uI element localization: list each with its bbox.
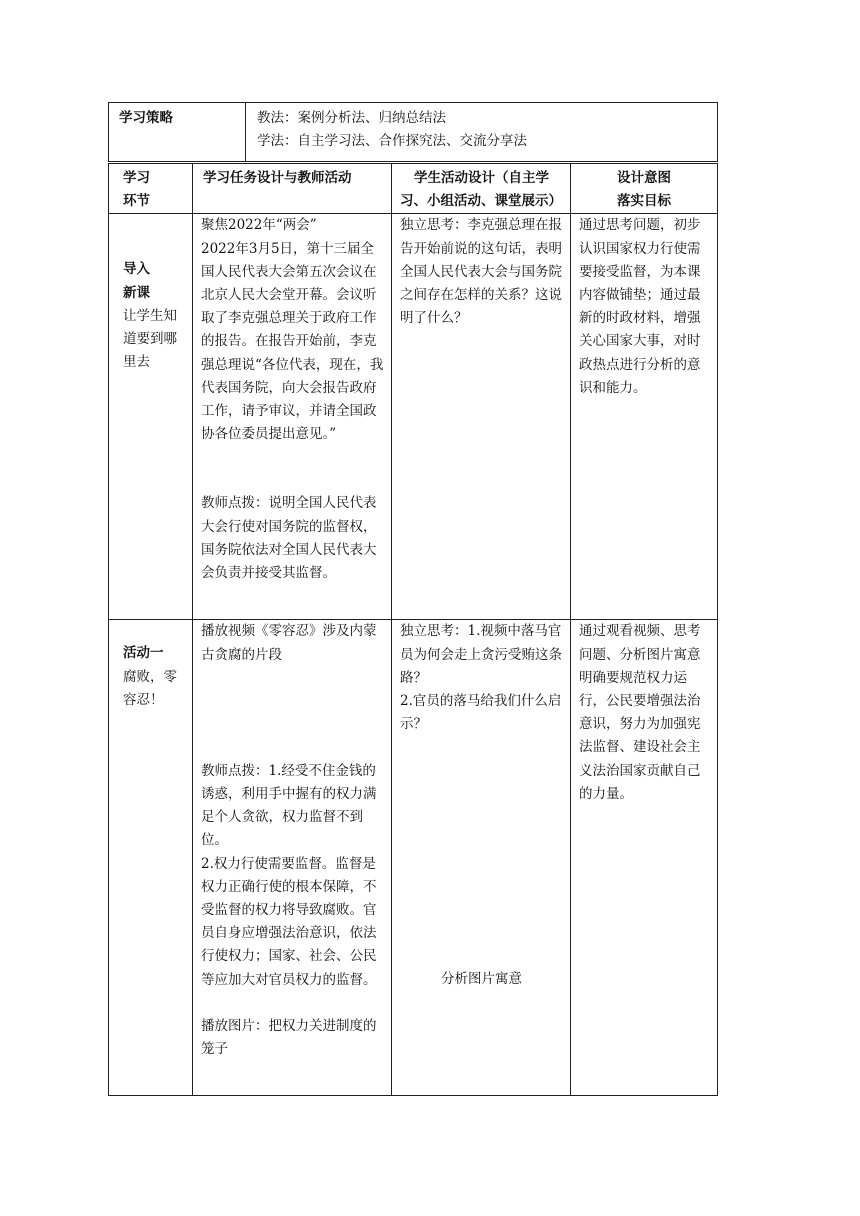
strategy-table [108,102,718,162]
student-intro [392,214,571,620]
header-stage-line1: 学习 [123,170,150,186]
student-activity1 [392,620,571,1096]
header-stage [109,164,193,214]
intent-activity1-text: 通过观看视频、思考问题、分析图片寓意明确要规范权力运行，公民要增强法治意识，努力为加强宪法监督、建设社会主义法治国家贡献自己的力量。 [579,623,701,802]
student-picture-analysis: 分析图片寓意 [441,971,522,988]
stage-intro-title2: 新课 [123,284,150,301]
header-row [109,164,718,214]
row-intro [109,214,718,620]
header-intent-line2: 落实目标 [617,193,671,210]
strategy-methods [246,103,718,162]
teaching-methods: 教法：案例分析法、归纳总结法 [257,110,446,126]
intent-intro-text: 通过思考问题，初步认识国家权力行使需要接受监督，为本课内容做铺垫；通过最新的时政材料，增强关心国家大事，对时政热点进行分析的意识和能力。 [579,217,701,396]
stage-intro-title1: 导入 [123,261,150,278]
task-intro-body: 2022年3月5日，第十三届全国人民代表大会第五次会议在北京人民大会堂开幕。会议听取了李克强总理关于政府工作的报告。在报告开始前，李克强总理说“各位代表，现在，我代表国务院，向大会报告政府工作，请予审议，并请全国政协各位委员提出意见。” [201,240,384,443]
stage-activity1 [109,620,193,1096]
activity-table [108,163,718,1096]
teacher-tip-intro: 教师点拨：说明全国人民代表大会行使对国务院的监督权，国务院依法对全国人民代表大会负责并接受其监督。 [201,495,377,582]
task-activity1 [193,620,392,1096]
student-intro-text: 独立思考：李克强总理在报告开始前说的这句话，表明全国人民代表大会与国务院之间存在怎样的关系？这说明了什么？ [400,217,562,327]
stage-activity1-sub: 腐败，零容忍！ [123,668,177,708]
header-intent-line1: 设计意图 [617,170,671,186]
teacher-tip-2: 2.权力行使需要监督。监督是权力正确行使的根本保障，不受监督的权力将导致腐败。官员自身应增强法治意识，依法行使权力；国家、社会、公民等应加大对官员权力的监督。 [201,855,377,988]
student-question-1: 独立思考：1.视频中落马官员为何会走上贪污受贿这条路？ [400,623,562,686]
task-video: 播放视频《零容忍》涉及内蒙古贪腐的片段 [201,623,377,663]
intent-activity1 [571,620,718,1096]
learning-methods: 学法：自主学习法、合作探究法、交流分享法 [257,133,527,149]
header-intent [571,164,718,214]
task-intro [193,214,392,620]
intent-intro [571,214,718,620]
teacher-tip-1: 教师点拨：1.经受不住金钱的诱惑，利用手中握有的权力满足个人贪欲，权力监督不到位。 [201,762,377,849]
task-picture: 播放图片：把权力关进制度的笼子 [201,1017,377,1058]
header-student-line1: 学生活动设计（自主学 [414,170,549,186]
row-activity1 [109,620,718,1096]
strategy-label: 学习策略 [109,103,246,162]
header-task: 学习任务设计与教师活动 [193,164,392,214]
stage-intro [109,214,193,620]
stage-intro-sub: 让学生知道要到哪里去 [123,307,177,371]
header-stage-line2: 环节 [123,193,150,210]
task-intro-title: 聚焦2022年“两会” [201,217,317,234]
header-student-line2: 习、小组活动、课堂展示） [400,193,562,210]
stage-activity1-title: 活动一 [123,645,164,662]
header-student [392,164,571,214]
student-question-2: 2.官员的落马给我们什么启示？ [400,693,562,733]
